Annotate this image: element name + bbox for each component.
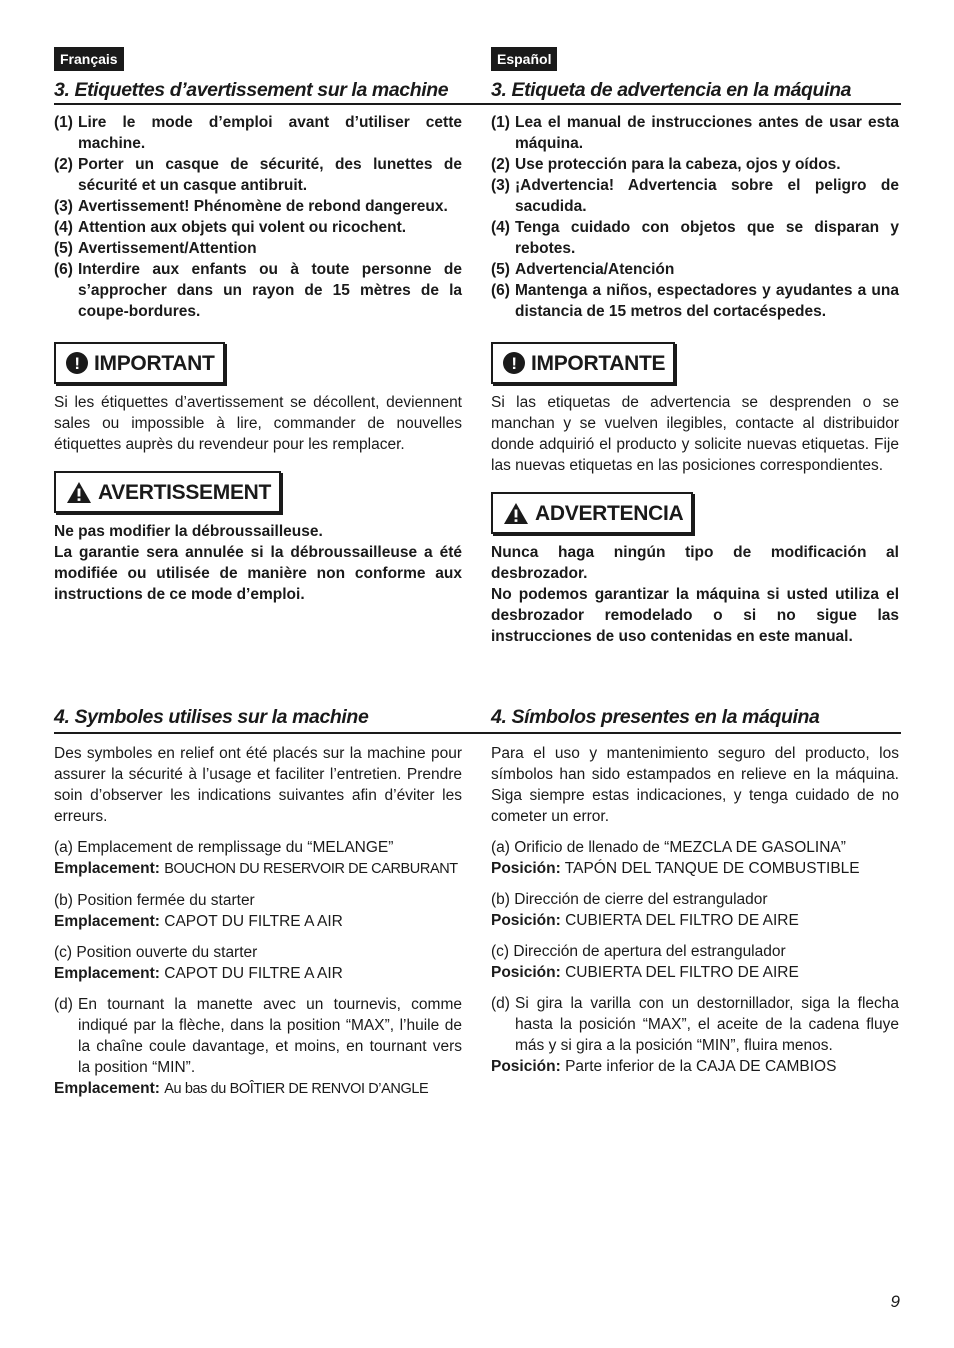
symbols-intro: Des symboles en relief ont été placés sur la machine pour assurer la sécurité à l’usage et faciliter l’entretien. Prendre soin d’observer les indications suivantes afin d’éviter les erreurs. bbox=[54, 745, 462, 825]
list-item: (3) Avertissement! Phénomène de rebond dangereux. bbox=[54, 198, 448, 215]
language-tab-french: Français bbox=[54, 47, 124, 71]
section-4-title: 4. Symboles utilises sur la machine bbox=[54, 706, 369, 728]
list-item: (6) Interdire aux enfants ou à toute personne de s’approcher dans un rayon de 15 mètres de la coupe-bordures. bbox=[54, 261, 462, 320]
spanish-column bbox=[491, 47, 899, 647]
symbols-intro: Para el uso y mantenimiento seguro del producto, los símbolos han sido estampados en relieve en la máquina. Siga siempre estas indicaciones, y tenga cuidado de no cometer un error. bbox=[491, 745, 899, 825]
warning-labels-list bbox=[491, 112, 899, 322]
list-item: (5) Advertencia/Atención bbox=[491, 261, 675, 278]
spanish-column-symbols bbox=[491, 704, 899, 1077]
list-item: (3) ¡Advertencia! Advertencia sobre el peligro de sacudida. bbox=[491, 177, 899, 215]
list-item: (5) Avertissement/Attention bbox=[54, 240, 257, 257]
list-item: (1) Lea el manual de instrucciones antes de usar esta máquina. bbox=[491, 114, 899, 152]
important-label: IMPORTANT bbox=[94, 351, 215, 375]
symbol-item: (d) Si gira la varilla con un destornillador, siga la flecha hasta la posición “MAX”, el aceite de la cadena fluye más y si gira a la posición “MIN”, fluira menos. Posición: Parte inferior de la CAJA DE CAMBIOS bbox=[491, 995, 899, 1075]
important-text: Si les étiquettes d’avertissement se décollent, deviennent sales ou impossible à lire, commander de nouvelles étiquettes auprès du revendeur pour les remplacer. bbox=[54, 394, 462, 453]
warning-label: AVERTISSEMENT bbox=[98, 480, 272, 504]
warning-label: ADVERTENCIA bbox=[535, 501, 684, 525]
symbol-item: (a) Orificio de llenado de “MEZCLA DE GASOLINA” Posición: TAPÓN DEL TANQUE DE COMBUSTIBLE bbox=[491, 839, 860, 877]
list-item: (4) Attention aux objets qui volent ou ricochent. bbox=[54, 219, 407, 236]
important-badge bbox=[54, 342, 225, 384]
warning-text-2: No podemos garantizar la máquina si usted utiliza el desbrozador remodelado o si no sigue las instrucciones de uso contenidas en este manual. bbox=[491, 586, 899, 645]
french-column bbox=[54, 47, 462, 605]
section-4-title: 4. Símbolos presentes en la máquina bbox=[491, 706, 820, 728]
list-item: (2) Porter un casque de sécurité, des lunettes de sécurité et un casque antibruit. bbox=[54, 156, 462, 194]
section-3-title: 3. Etiqueta de advertencia en la máquina bbox=[491, 79, 852, 101]
language-tab-spanish: Español bbox=[491, 47, 557, 71]
symbol-item: (d) En tournant la manette avec un tournevis, comme indiqué par la flèche, dans la position “MAX”, l’huile de la chaîne coule davantage, et moins, en tournant vers la position “MIN”. Emplacement: Au bas du BOÎTIER DE RENVOI D’ANGLE bbox=[54, 996, 462, 1097]
warning-labels-list bbox=[54, 112, 462, 322]
list-item: (6) Mantenga a niños, espectadores y ayudantes a una distancia de 15 metros del cortacéspedes. bbox=[491, 282, 899, 320]
important-label: IMPORTANTE bbox=[531, 351, 666, 375]
warning-text-1: Nunca haga ningún tipo de modificación al desbrozador. bbox=[491, 544, 899, 582]
exclamation-circle-icon: ! bbox=[503, 352, 525, 374]
warning-text-2: La garantie sera annulée si la débroussailleuse a été modifiée ou utilisée de manière non conforme aux instructions de ce mode d’emploi. bbox=[54, 544, 462, 603]
page-number: 9 bbox=[890, 1292, 900, 1311]
symbol-item: (b) Position fermée du starter Emplacement: CAPOT DU FILTRE A AIR bbox=[54, 892, 343, 930]
symbol-item: (b) Dirección de cierre del estrangulador Posición: CUBIERTA DEL FILTRO DE AIRE bbox=[491, 891, 799, 929]
warning-text-1: Ne pas modifier la débroussailleuse. bbox=[54, 523, 323, 540]
important-badge bbox=[491, 342, 675, 384]
warning-badge bbox=[491, 492, 693, 534]
symbol-item: (a) Emplacement de remplissage du “MELANGE” Emplacement: BOUCHON DU RESERVOIR DE CARBURANT bbox=[54, 839, 458, 877]
warning-triangle-icon bbox=[503, 502, 529, 525]
french-column-symbols bbox=[54, 704, 462, 1100]
section-3-title: 3. Etiquettes d’avertissement sur la machine bbox=[54, 79, 449, 101]
warning-badge bbox=[54, 471, 281, 513]
list-item: (4) Tenga cuidado con objetos que se disparan y rebotes. bbox=[491, 219, 899, 257]
exclamation-circle-icon: ! bbox=[66, 352, 88, 374]
list-item: (2) Use protección para la cabeza, ojos y oídos. bbox=[491, 156, 841, 173]
symbol-item: (c) Dirección de apertura del estrangulador Posición: CUBIERTA DEL FILTRO DE AIRE bbox=[491, 943, 799, 981]
warning-triangle-icon bbox=[66, 481, 92, 504]
important-text: Si las etiquetas de advertencia se desprenden o se manchan y se vuelven ilegibles, contacte al distribuidor donde adquirió el producto y solicite nuevas etiquetas. Fije las nuevas etiquetas en las posiciones correspondientes. bbox=[491, 394, 899, 474]
symbol-item: (c) Position ouverte du starter Emplacement: CAPOT DU FILTRE A AIR bbox=[54, 944, 343, 982]
list-item: (1) Lire le mode d’emploi avant d’utiliser cette machine. bbox=[54, 114, 462, 152]
